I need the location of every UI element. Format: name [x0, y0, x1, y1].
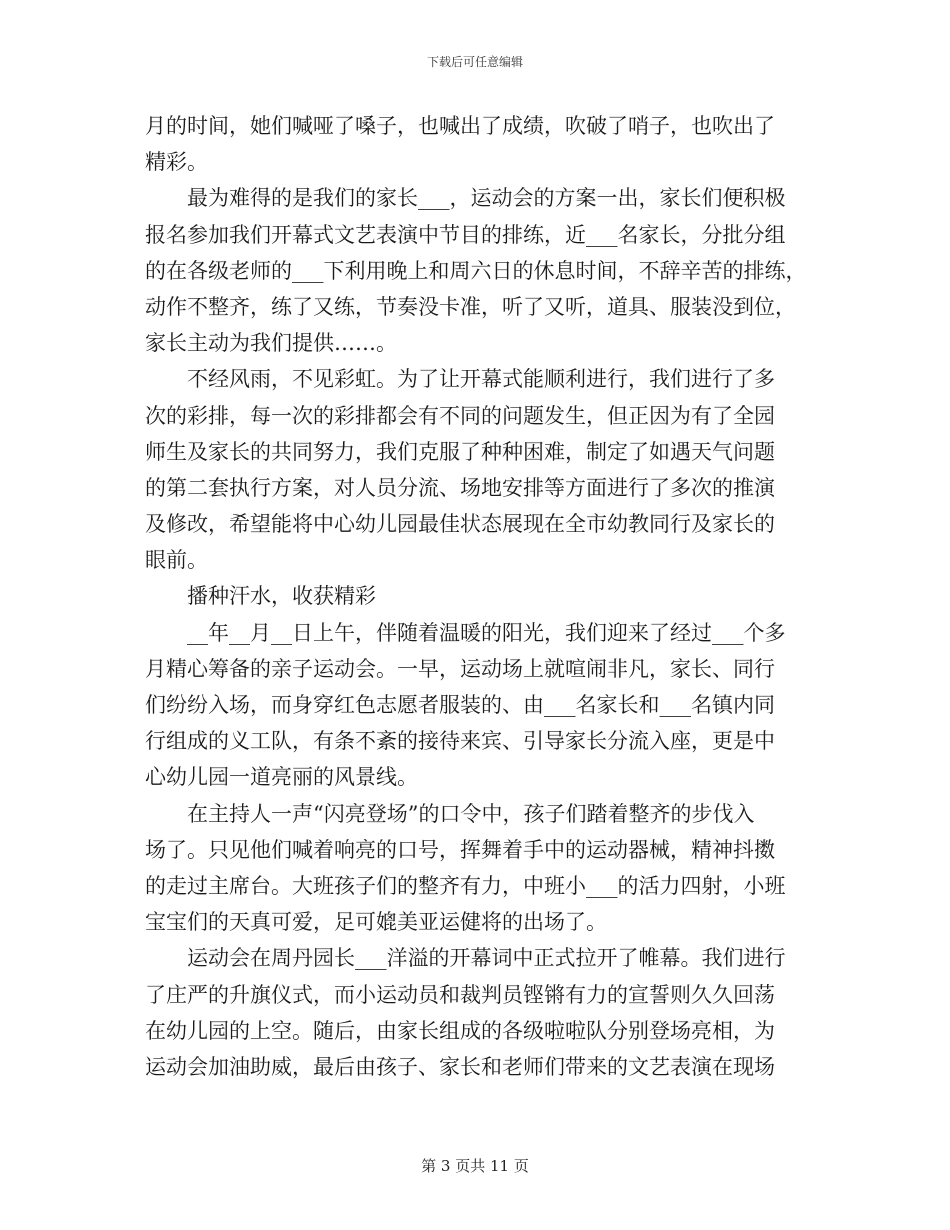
document-body: [145, 108, 815, 1085]
text-line: 运动会加油助威，最后由孩子、家长和老师们带来的文艺表演在现场: [145, 1054, 775, 1079]
paragraph-6: [145, 796, 815, 941]
text-line: 及修改，希望能将中心幼儿园最佳状态展现在全市幼教同行及家长的: [145, 512, 775, 537]
text-line: 家长主动为我们提供……。: [145, 331, 397, 356]
page-header: [0, 53, 950, 70]
text-line: 在幼儿园的上空。随后，由家长组成的各级啦啦队分别登场亮相，为: [145, 1018, 775, 1043]
text-line: 不经风雨，不见彩虹。为了让开幕式能顺利进行，我们进行了多: [145, 367, 775, 392]
text-line: 行组成的义工队，有条不紊的接待来宾、引导家长分流入座，更是中: [145, 729, 775, 754]
text-line: 宝宝们的天真可爱，足可媲美亚运健将的出场了。: [145, 910, 607, 935]
paragraph-7: [145, 940, 815, 1085]
text-line: 月精心筹备的亲子运动会。一早，运动场上就喧闹非凡，家长、同行: [145, 656, 775, 681]
text-line: __年__月__日上午，伴随着温暖的阳光，我们迎来了经过___个多: [145, 620, 786, 645]
paragraph-1: [145, 108, 815, 180]
text-line: 动作不整齐，练了又练，节奏没卡准，听了又听，道具、服装没到位，: [145, 294, 796, 319]
header-note: 下载后可任意编辑: [426, 55, 523, 69]
text-line: 的第二套执行方案，对人员分流、场地安排等方面进行了多次的推演: [145, 475, 775, 500]
section-heading-text: 播种汗水，收获精彩: [145, 584, 376, 609]
page-number: 第 3 页共 11 页: [421, 1157, 529, 1175]
text-line: 的走过主席台。大班孩子们的整齐有力，中班小___的活力四射，小班: [145, 873, 786, 898]
text-line: 次的彩排，每一次的彩排都会有不同的问题发生，但正因为有了全园: [145, 403, 775, 428]
text-line: 心幼儿园一道亮丽的风景线。: [145, 765, 418, 790]
text-line: 场了。只见他们喊着响亮的口号，挥舞着手中的运动器械，精神抖擞: [145, 837, 775, 862]
section-heading: [145, 578, 815, 614]
text-line: 运动会在周丹园长___洋溢的开幕词中正式拉开了帷幕。我们进行: [145, 946, 786, 971]
text-line: 眼前。: [145, 548, 208, 573]
text-line: 师生及家长的共同努力，我们克服了种种困难，制定了如遇天气问题: [145, 439, 775, 464]
text-line: 了庄严的升旗仪式，而小运动员和裁判员铿锵有力的宣誓则久久回荡: [145, 982, 775, 1007]
page-footer: [0, 1155, 950, 1176]
text-line: 们纷纷入场，而身穿红色志愿者服装的、由___名家长和___名镇内同: [145, 693, 775, 717]
text-line: 最为难得的是我们的家长___，运动会的方案一出，家长们便积极: [145, 186, 786, 211]
text-line: 的在各级老师的___下利用晚上和周六日的休息时间，不辞辛苦的排练，: [145, 258, 807, 283]
text-line: 在主持人一声“闪亮登场”的口令中，孩子们踏着整齐的步伐入: [145, 801, 755, 826]
paragraph-2: [145, 180, 815, 361]
text-line: 月的时间，她们喊哑了嗓子，也喊出了成绩，吹破了哨子，也吹出了: [145, 114, 775, 138]
text-line: 报名参加我们开幕式文艺表演中节目的排练，近___名家长，分批分组: [145, 222, 786, 247]
text-line: 精彩。: [145, 150, 208, 175]
paragraph-5: [145, 615, 815, 796]
paragraph-3: [145, 361, 815, 578]
